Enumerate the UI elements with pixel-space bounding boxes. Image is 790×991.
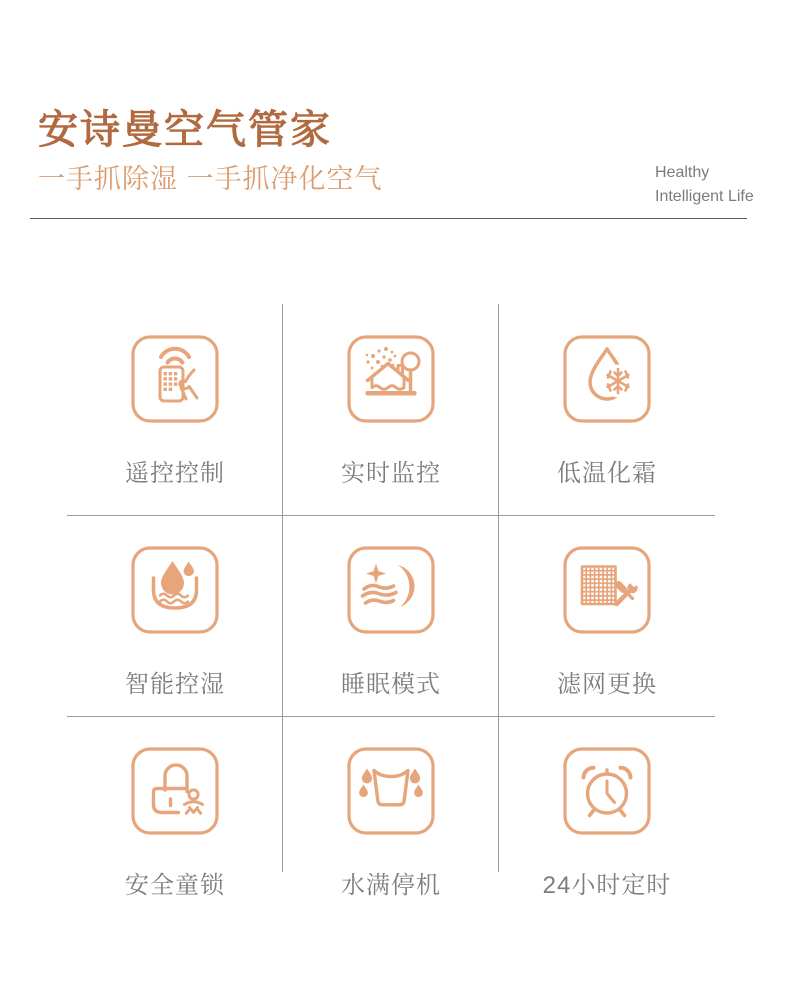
feature-label: 遥控控制 bbox=[125, 460, 225, 487]
tagline bbox=[655, 161, 754, 209]
feature-item bbox=[67, 515, 283, 716]
child-lock-icon bbox=[131, 747, 219, 835]
feature-item bbox=[283, 304, 499, 515]
grid-divider-vertical bbox=[498, 304, 499, 872]
low-temp-defrost-icon bbox=[563, 335, 651, 423]
remote-control-icon bbox=[131, 335, 219, 423]
smart-humidity-icon bbox=[131, 546, 219, 634]
page-title: 安诗曼空气管家 bbox=[38, 108, 332, 152]
feature-item bbox=[283, 515, 499, 716]
grid-divider-horizontal bbox=[67, 515, 715, 516]
realtime-monitor-icon bbox=[347, 335, 435, 423]
feature-item bbox=[67, 716, 283, 920]
page-subtitle: 一手抓除湿 一手抓净化空气 bbox=[38, 164, 383, 194]
tagline-line1: Healthy bbox=[655, 164, 710, 181]
grid-divider-vertical bbox=[282, 304, 283, 872]
tagline-line2: Intelligent Life bbox=[655, 188, 754, 205]
feature-label: 睡眠模式 bbox=[341, 671, 441, 698]
feature-item bbox=[283, 716, 499, 920]
water-full-stop-icon bbox=[347, 747, 435, 835]
feature-label: 低温化霜 bbox=[557, 460, 657, 487]
feature-item bbox=[499, 304, 715, 515]
header-divider bbox=[30, 218, 747, 219]
feature-item bbox=[67, 304, 283, 515]
feature-item bbox=[499, 515, 715, 716]
feature-item bbox=[499, 716, 715, 920]
feature-label: 水满停机 bbox=[341, 872, 441, 899]
feature-label: 安全童锁 bbox=[125, 872, 225, 899]
feature-grid bbox=[67, 304, 715, 920]
timer-24h-icon bbox=[563, 747, 651, 835]
feature-label: 智能控湿 bbox=[125, 671, 225, 698]
filter-replace-icon bbox=[563, 546, 651, 634]
sleep-mode-icon bbox=[347, 546, 435, 634]
grid-divider-horizontal bbox=[67, 716, 715, 717]
feature-label: 实时监控 bbox=[341, 460, 441, 487]
feature-label: 滤网更换 bbox=[557, 671, 657, 698]
feature-label: 24小时定时 bbox=[542, 872, 672, 899]
